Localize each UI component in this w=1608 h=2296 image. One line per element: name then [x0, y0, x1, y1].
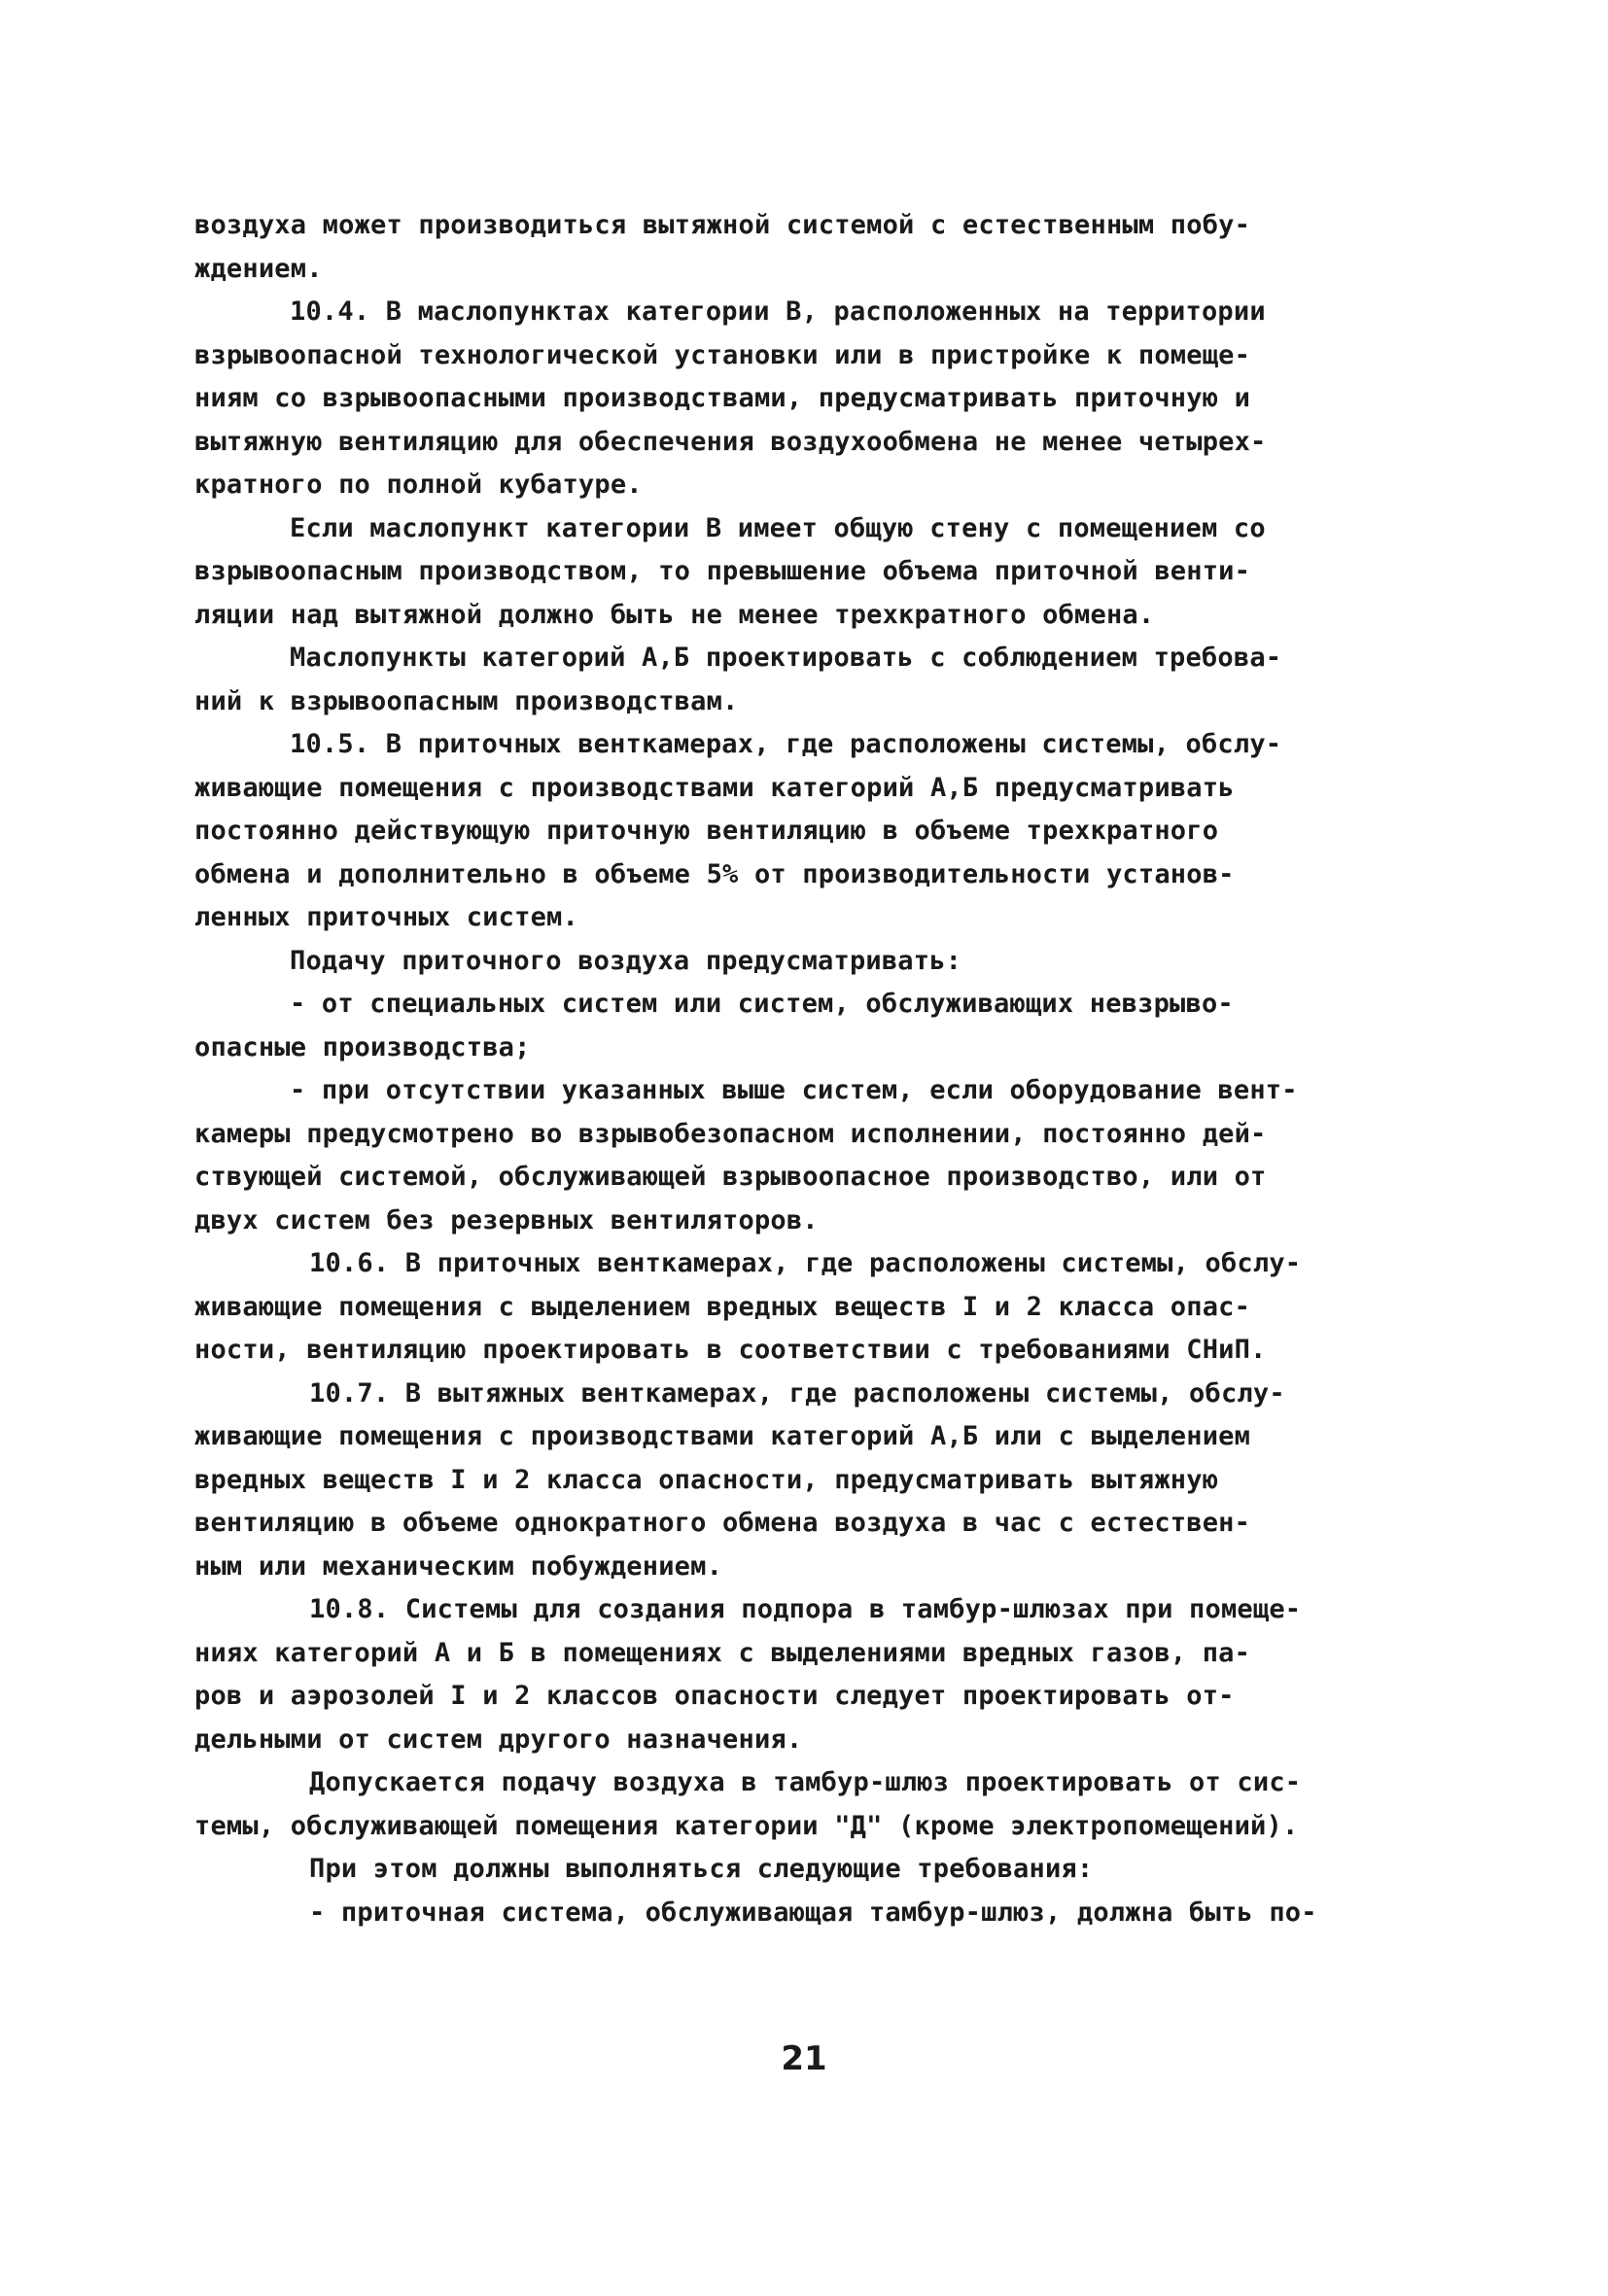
text-line: ниям со взрывоопасными производствами, предусматривать приточную и: [194, 383, 1251, 413]
section-heading-10-5: 10.5. В приточных венткамерах, где расположены системы, обслу-: [290, 729, 1282, 759]
text-line: вредных веществ I и 2 класса опасности, предусматривать вытяжную: [194, 1464, 1219, 1495]
paragraph-start: Подачу приточного воздуха предусматривать:: [290, 945, 962, 976]
text-line: воздуха может производиться вытяжной системой с естественным побу-: [194, 210, 1251, 240]
text-line: ности, вентиляцию проектировать в соответствии с требованиями СНиП.: [194, 1335, 1267, 1365]
text-line: ждением.: [194, 253, 323, 284]
body-text: [194, 204, 1449, 1934]
text-line: темы, обслуживающей помещения категории "Д" (кроме электропомещений).: [194, 1810, 1299, 1841]
paragraph-start: При этом должны выполняться следующие требования:: [309, 1854, 1094, 1884]
text-line: живающие помещения с производствами категорий А,Б или с выделением: [194, 1421, 1251, 1451]
text-line: взрывоопасной технологической установки или в пристройке к помеще-: [194, 339, 1251, 370]
text-line: ным или механическим побуждением.: [194, 1550, 723, 1582]
text-line: опасные производства;: [194, 1031, 531, 1062]
paragraph-start: Допускается подачу воздуха в тамбур-шлюз проектировать от сис-: [309, 1767, 1302, 1797]
text-line: вытяжную вентиляцию для обеспечения воздухообмена не менее четырех-: [194, 426, 1267, 457]
text-line: постоянно действующую приточную вентиляцию в объеме трехкратного: [194, 816, 1219, 846]
text-line: камеры предусмотрено во взрывобезопасном исполнении, постоянно дей-: [194, 1118, 1267, 1149]
text-line: взрывоопасным производством, то превышение объема приточной венти-: [194, 556, 1251, 586]
text-line: живающие помещения с производствами категорий А,Б предусматривать: [194, 772, 1235, 803]
text-line: ленных приточных систем.: [194, 902, 578, 932]
text-line: ствующей системой, обслуживающей взрывоопасное производство, или от: [194, 1162, 1267, 1192]
text-line: живающие помещения с выделением вредных веществ I и 2 класса опас-: [194, 1291, 1251, 1322]
page-number: 21: [781, 2039, 827, 2078]
section-heading-10-7: 10.7. В вытяжных венткамерах, где расположены системы, обслу-: [309, 1377, 1285, 1409]
section-heading-10-4: 10.4. В маслопунктах категории В, расположенных на территории: [290, 296, 1266, 327]
text-line: ний к взрывоопасным производствам.: [194, 685, 739, 716]
text-line: вентиляцию в объеме однократного обмена воздуха в час с естествен-: [194, 1508, 1251, 1538]
list-item: - от специальных систем или систем, обслуживающих невзрыво-: [290, 989, 1234, 1019]
text-line: обмена и дополнительно в объеме 5% от производительности установ-: [194, 858, 1235, 889]
text-line: двух систем без резервных вентиляторов.: [194, 1204, 819, 1235]
text-line: кратного по полной кубатуре.: [194, 470, 643, 500]
paragraph-start: Маслопункты категорий А,Б проектировать с соблюдением требова-: [290, 643, 1282, 673]
list-item: - приточная система, обслуживающая тамбур-шлюз, должна быть по-: [309, 1896, 1317, 1928]
text-line: дельными от систем другого назначения.: [194, 1723, 803, 1755]
text-line: ров и аэрозолей I и 2 классов опасности следует проектировать от-: [194, 1681, 1235, 1711]
list-item: - при отсутствии указанных выше систем, если оборудование вент-: [290, 1075, 1298, 1105]
text-line: ниях категорий А и Б в помещениях с выделениями вредных газов, па-: [194, 1637, 1251, 1668]
paragraph-start: Если маслопункт категории В имеет общую стену с помещением со: [290, 512, 1266, 543]
section-heading-10-8: 10.8. Системы для создания подпора в тамбур-шлюзах при помеще-: [309, 1594, 1302, 1624]
section-heading-10-6: 10.6. В приточных венткамерах, где расположены системы, обслу-: [309, 1248, 1302, 1278]
text-line: ляции над вытяжной должно быть не менее трехкратного обмена.: [194, 599, 1155, 630]
